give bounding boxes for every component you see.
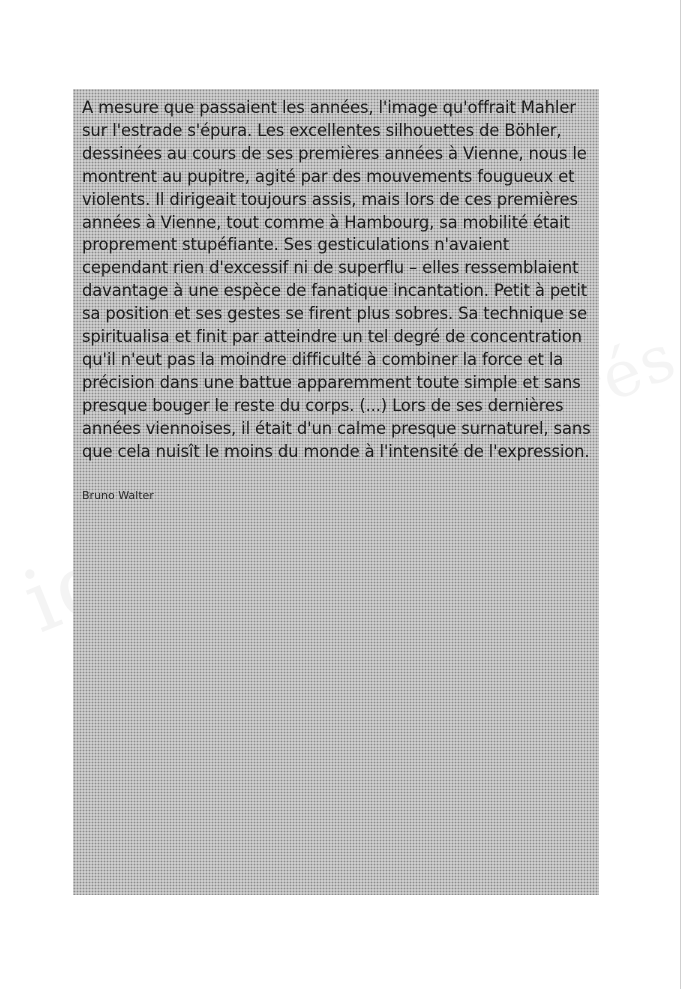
quote-author: Bruno Walter (82, 489, 154, 502)
quote-panel (73, 89, 599, 895)
page-edge-line (680, 0, 681, 989)
quote-text: A mesure que passaient les années, l'image qu'offrait Mahler sur l'estrade s'épura. Les excellentes silhouettes de Böhler, dessinées au cours de ses premières années à Vienne, nous le montrent au pupitre, agité par des mouvements fougueux et violents. Il dirigeait toujours assis, mais lors de ces premières années à Vienne, tout comme à Hambourg, sa mobilité était proprement stupéfiante. Ses gesticulations n'avaient cependant rien d'excessif ni de superflu – elles ressemblaient davantage à une espèce de fanatique incantation. Petit à petit sa position et ses gestes se firent plus sobres. Sa technique se spiritualisa et finit par atteindre un tel degré de concentration qu'il n'eut pas la moindre difficulté à combiner la force et la précision dans une battue apparemment toute simple et sans presque bouger le reste du corps. (...) Lors de ses dernières années viennoises, il était d'un calme presque surnaturel, sans que cela nuisît le moins du monde à l'intensité de l'expression. (82, 98, 591, 461)
